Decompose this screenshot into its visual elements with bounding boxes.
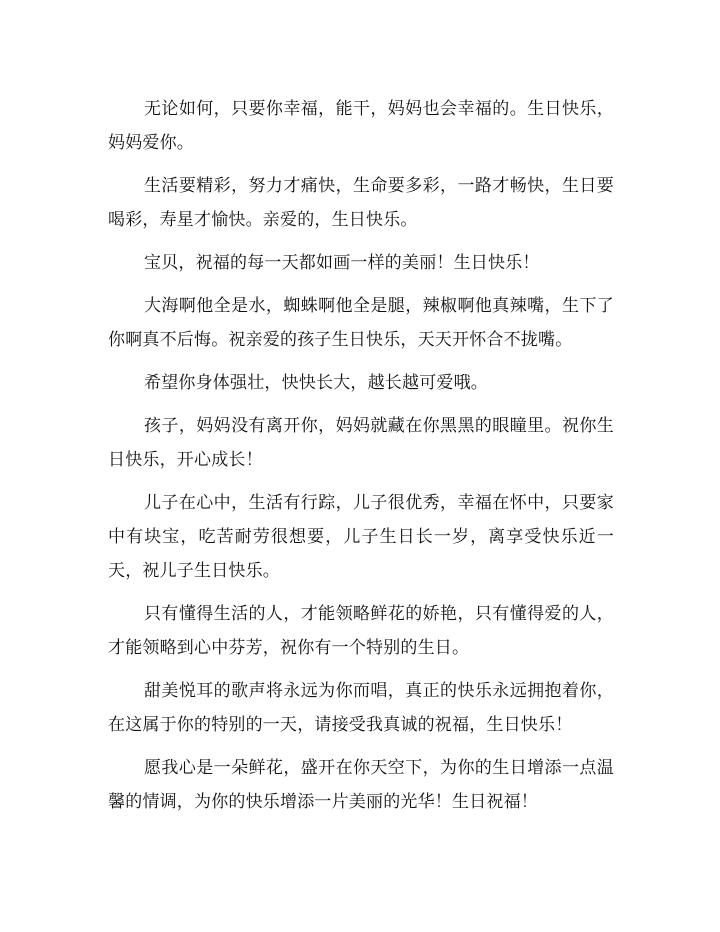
document-body [108, 92, 614, 828]
paragraph: 希望你身体强壮，快快长大，越长越可爱哦。 [144, 373, 488, 393]
paragraph: 无论如何，只要你幸福，能干，妈妈也会幸福的。生日快乐，妈妈爱你。 [108, 99, 614, 153]
paragraph: 宝贝，祝福的每一天都如画一样的美丽！生日快乐！ [144, 253, 540, 273]
paragraph: 大海啊他全是水，蜘蛛啊他全是腿，辣椒啊他真辣嘴，生下了你啊真不后悔。祝亲爱的孩子生日快乐，天天开怀合不拢嘴。 [108, 296, 614, 350]
paragraph: 儿子在心中，生活有行踪，儿子很优秀，幸福在怀中，只要家中有块宝，吃苦耐劳很想要，儿子生日长一岁，离享受快乐近一天，祝儿子生日快乐。 [108, 493, 614, 581]
paragraph: 愿我心是一朵鲜花，盛开在你天空下，为你的生日增添一点温馨的情调，为你的快乐增添一片美丽的光华！生日祝福！ [108, 758, 614, 812]
paragraph: 甜美悦耳的歌声将永远为你而唱，真正的快乐永远拥抱着你，在这属于你的特别的一天，请接受我真诚的祝福，生日快乐！ [108, 681, 614, 735]
paragraph: 只有懂得生活的人，才能领略鲜花的娇艳，只有懂得爱的人，才能领略到心中芬芳，祝你有一个特别的生日。 [108, 604, 614, 658]
paragraph: 孩子，妈妈没有离开你，妈妈就藏在你黑黑的眼瞳里。祝你生日快乐，开心成长！ [108, 416, 614, 470]
paragraph: 生活要精彩，努力才痛快，生命要多彩，一路才畅快，生日要喝彩，寿星才愉快。亲爱的，生日快乐。 [108, 176, 614, 230]
